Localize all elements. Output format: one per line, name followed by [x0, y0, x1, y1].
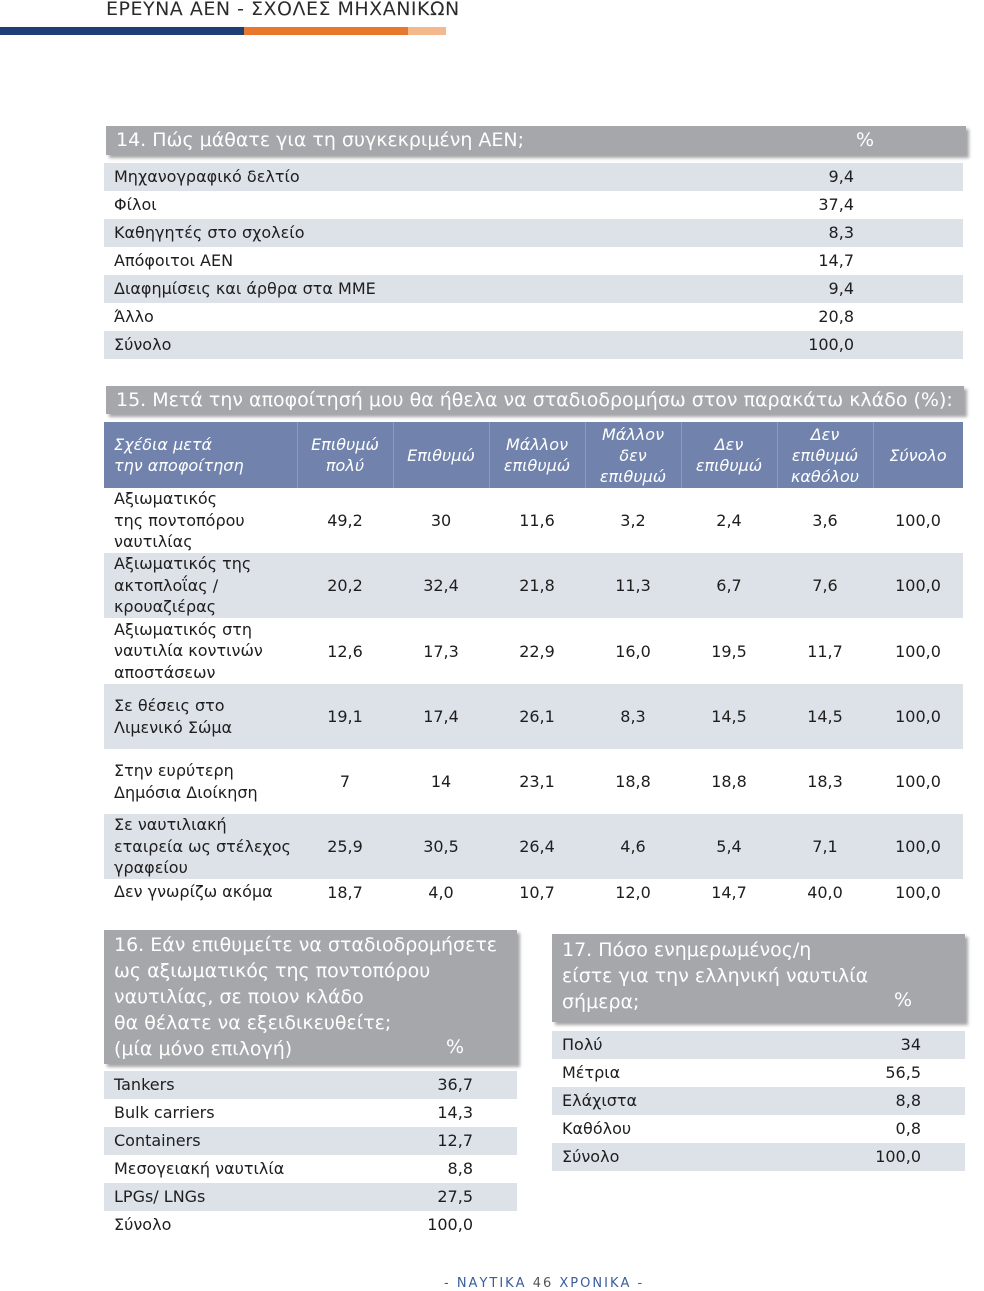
- q15-cell-value: 100,0: [895, 641, 941, 661]
- q16-row-label: Μεσογειακή ναυτιλία: [114, 1159, 285, 1178]
- q15-cell-value: 19,1: [327, 707, 363, 726]
- q14-row: [104, 303, 963, 331]
- q15-cell-value: 11,7: [807, 641, 843, 661]
- q15-row-label: Δεν γνωρίζω ακόμα: [114, 882, 273, 902]
- q15-row-label: Στην ευρύτερη Δημόσια Διοίκηση: [114, 761, 258, 802]
- q15-cell-value: 100,0: [895, 882, 941, 902]
- q15-cell-value: 21,8: [519, 576, 555, 595]
- q17-row-value: 8,8: [895, 1091, 921, 1110]
- q16-unit: %: [446, 1036, 465, 1058]
- q14-row: [104, 275, 963, 303]
- q16-row: [104, 1127, 517, 1155]
- q17-row-label: Καθόλου: [562, 1119, 632, 1138]
- q15-cell-value: 8,3: [620, 707, 646, 726]
- q16-row-value: 27,5: [437, 1187, 473, 1206]
- q16-row-label: Σύνολο: [114, 1215, 172, 1234]
- q15-table-row: [104, 814, 963, 879]
- q15-cell-value: 18,3: [807, 772, 843, 791]
- q15-cell-value: 100,0: [895, 511, 941, 530]
- q15-table-row: [104, 618, 963, 684]
- q15-cell-value: 6,7: [716, 576, 742, 595]
- q14-row-label: Μηχανογραφικό δελτίο: [114, 167, 300, 186]
- q16-title: 16. Εάν επιθυμείτε να σταδιοδρομήσετε ως αξιωματικός της ποντοπόρου ναυτιλίας, σε ποιον κλάδο θα θέλατε να εξειδικευθείτε; (μία μόνο επιλογή): [114, 934, 498, 1060]
- q15-table-row: [104, 553, 963, 618]
- q15-cell-value: 12,6: [327, 641, 363, 661]
- q15-cell-value: 18,8: [615, 772, 651, 791]
- q15-cell-value: 7,6: [812, 576, 838, 595]
- q17-title: 17. Πόσο ενημερωμένος/η είστε για την ελληνική ναυτιλία σήμερα;: [562, 939, 869, 1013]
- q15-cell-value: 100,0: [895, 772, 941, 791]
- q17-row-value: 100,0: [875, 1147, 921, 1166]
- q17-row-label: Μέτρια: [562, 1063, 621, 1082]
- q17-row: [552, 1143, 965, 1171]
- q15-table-header: [104, 422, 963, 488]
- q17-row: [552, 1115, 965, 1143]
- q15-cell-value: 22,9: [519, 641, 555, 661]
- q14-row-label: Φίλοι: [114, 195, 157, 214]
- q15-col-plans: Σχέδια μετά την αποφοίτηση: [114, 435, 244, 475]
- q15-cell-value: 40,0: [807, 882, 843, 902]
- q15-row-label: Αξιωματικός στη ναυτιλία κοντινών αποστάσεων: [114, 619, 263, 682]
- q16-row-value: 100,0: [427, 1215, 473, 1234]
- header-bar-peach: [408, 27, 446, 35]
- q16-row-value: 14,3: [437, 1103, 473, 1122]
- q17-row-value: 0,8: [895, 1119, 921, 1138]
- q15-cell-value: 100,0: [895, 837, 941, 856]
- q17-row: [552, 1087, 965, 1115]
- page-header-title: ΕΡΕΥΝΑ ΑΕΝ - ΣΧΟΛΕΣ ΜΗΧΑΝΙΚΩΝ: [106, 0, 460, 20]
- q16-row-label: Containers: [114, 1131, 201, 1150]
- q15-col-very-much: Επιθυμώ πολύ: [311, 435, 379, 475]
- page-footer: [444, 1276, 644, 1291]
- q15-cell-value: 30,5: [423, 837, 459, 856]
- q16-row-label: Bulk carriers: [114, 1103, 215, 1122]
- q14-row: [104, 331, 963, 359]
- q15-table-row: [104, 879, 963, 905]
- q16-row-label: Tankers: [114, 1075, 175, 1094]
- q15-cell-value: 18,7: [327, 882, 363, 902]
- q15-row-label: Αξιωματικός της ακτοπλοΐας / κρουαζιέρας: [114, 554, 252, 617]
- q14-row: [104, 191, 963, 219]
- q15-cell-value: 7: [339, 772, 351, 791]
- q14-row-label: Σύνολο: [114, 335, 172, 354]
- q14-row-value: 14,7: [818, 251, 854, 270]
- q15-cell-value: 26,1: [519, 707, 555, 726]
- q16-header: [104, 930, 517, 1064]
- q15-cell-value: 7,1: [812, 837, 838, 856]
- q15-cell-value: 23,1: [519, 772, 555, 791]
- q16-row-value: 36,7: [437, 1075, 473, 1094]
- q15-cell-value: 100,0: [895, 707, 941, 726]
- q15-cell-value: 11,3: [615, 576, 651, 595]
- q15-col-not-at-all: Δεν επιθυμώ καθόλου: [790, 424, 860, 486]
- q14-row-value: 8,3: [828, 223, 854, 242]
- q16-row-label: LPGs/ LNGs: [114, 1187, 206, 1206]
- q15-header: [106, 386, 964, 414]
- q17-row-label: Ελάχιστα: [562, 1091, 638, 1110]
- header-bar-orange: [244, 27, 408, 35]
- q15-cell-value: 49,2: [327, 511, 363, 530]
- q15-title: 15. Μετά την αποφοίτησή μου θα ήθελα να σταδιοδρομήσω στον παρακάτω κλάδο (%):: [116, 389, 953, 411]
- q14-row-label: Απόφοιτοι ΑΕΝ: [114, 251, 234, 270]
- q16-row: [104, 1211, 517, 1239]
- q15-cell-value: 3,2: [620, 511, 646, 530]
- q15-cell-value: 32,4: [423, 576, 459, 595]
- q17-header: [552, 934, 965, 1022]
- q15-cell-value: 19,5: [711, 641, 747, 661]
- q15-col-rather-not: Μάλλον δεν επιθυμώ: [599, 424, 667, 486]
- q15-cell-value: 14,5: [807, 707, 843, 726]
- q14-row-value: 9,4: [828, 279, 854, 298]
- q14-row-label: Άλλο: [114, 307, 154, 326]
- q14-row: [104, 163, 963, 191]
- q15-col-total: Σύνολο: [889, 445, 947, 465]
- q15-cell-value: 14,5: [711, 707, 747, 726]
- q16-row-value: 8,8: [447, 1159, 473, 1178]
- q16-row: [104, 1071, 517, 1099]
- q15-table-row: [104, 488, 963, 553]
- page-number: 46: [532, 1276, 554, 1291]
- q16-row: [104, 1183, 517, 1211]
- q16-row: [104, 1099, 517, 1127]
- q17-row-label: Πολύ: [562, 1035, 603, 1054]
- q15-col-not-want: Δεν επιθυμώ: [695, 435, 763, 475]
- q14-row-label: Καθηγητές στο σχολείο: [114, 223, 305, 242]
- q15-cell-value: 30: [430, 511, 452, 530]
- q16-row: [104, 1155, 517, 1183]
- q17-row-value: 56,5: [885, 1063, 921, 1082]
- q15-cell-value: 17,4: [423, 707, 459, 726]
- q14-row-label: Διαφημίσεις και άρθρα στα ΜΜΕ: [114, 279, 376, 298]
- q15-cell-value: 17,3: [423, 641, 459, 661]
- q14-row-value: 20,8: [818, 307, 854, 326]
- q14-row-value: 9,4: [828, 167, 854, 186]
- q17-row: [552, 1031, 965, 1059]
- q15-col-rather-want: Μάλλον επιθυμώ: [503, 435, 571, 475]
- q15-cell-value: 14,7: [711, 882, 747, 902]
- q15-cell-value: 25,9: [327, 837, 363, 856]
- q17-row-value: 34: [900, 1035, 921, 1054]
- q15-cell-value: 12,0: [615, 882, 651, 902]
- q14-title: 14. Πώς μάθατε για τη συγκεκριμένη ΑΕΝ;: [116, 129, 525, 151]
- q15-cell-value: 20,2: [327, 576, 363, 595]
- footer-left: - ΝΑΥΤΙΚΑ: [444, 1276, 527, 1291]
- q17-row-label: Σύνολο: [562, 1147, 620, 1166]
- q15-cell-value: 16,0: [615, 641, 651, 661]
- q15-table-row: [104, 749, 963, 814]
- q15-col-want: Επιθυμώ: [407, 445, 475, 465]
- q15-row-label: Σε ναυτιλιακή εταιρεία ως στέλεχος γραφείου: [114, 815, 291, 878]
- q15-row-label: Αξιωματικός της ποντοπόρου ναυτιλίας: [114, 489, 245, 552]
- header-bar-navy: [0, 27, 244, 35]
- q14-row: [104, 247, 963, 275]
- q15-cell-value: 4,6: [620, 837, 646, 856]
- q15-cell-value: 100,0: [895, 576, 941, 595]
- q14-header: [106, 126, 966, 155]
- q14-unit: %: [856, 129, 875, 151]
- footer-right: ΧΡΟΝΙΚΑ -: [559, 1276, 645, 1291]
- q15-cell-value: 5,4: [716, 837, 742, 856]
- q15-cell-value: 14: [430, 772, 452, 791]
- q16-row-value: 12,7: [437, 1131, 473, 1150]
- q15-cell-value: 2,4: [716, 511, 742, 530]
- q17-row: [552, 1059, 965, 1087]
- q15-row-label: Σε θέσεις στο Λιμενικό Σώμα: [114, 696, 233, 737]
- q15-cell-value: 3,6: [812, 511, 838, 530]
- q15-cell-value: 11,6: [519, 511, 555, 530]
- q15-cell-value: 10,7: [519, 882, 555, 902]
- q15-cell-value: 26,4: [519, 837, 555, 856]
- q15-cell-value: 18,8: [711, 772, 747, 791]
- q14-row-value: 100,0: [808, 335, 854, 354]
- q15-cell-value: 4,0: [428, 882, 454, 902]
- q15-table-row: [104, 684, 963, 749]
- q17-unit: %: [894, 989, 913, 1011]
- q14-row-value: 37,4: [818, 195, 854, 214]
- q14-row: [104, 219, 963, 247]
